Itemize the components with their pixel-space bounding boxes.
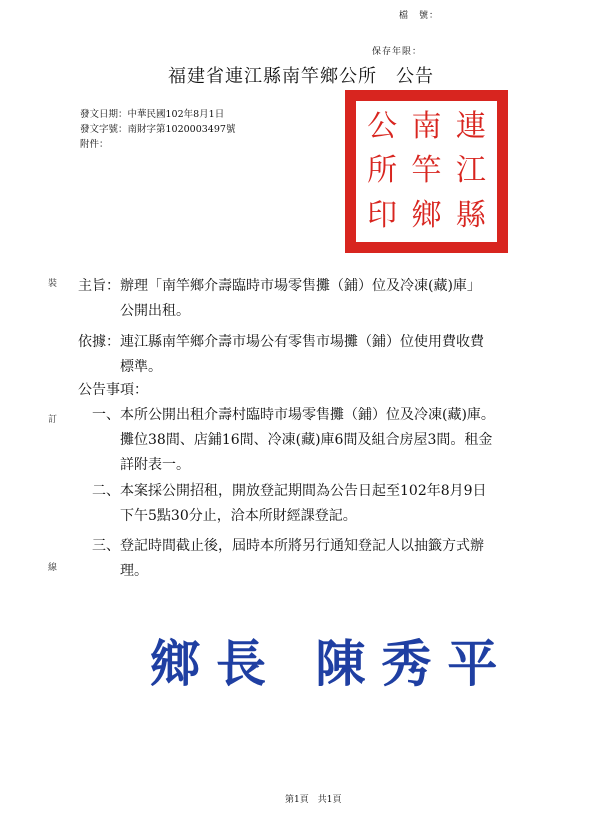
file-number-label: 檔 號： bbox=[399, 11, 440, 21]
notice-item-1-line-1: 本所公開出租介壽村臨時市場零售攤（鋪）位及冷凍(藏)庫。 bbox=[120, 407, 495, 423]
seal-column bbox=[411, 105, 441, 238]
seal-glyph: 縣 bbox=[455, 197, 486, 233]
notice-item-1-line-3: 詳附表一。 bbox=[120, 457, 190, 473]
seal-glyph: 公 bbox=[367, 109, 398, 145]
notice-item-3-line-2: 理。 bbox=[120, 563, 148, 579]
issue-date: 發文日期：中華民國102年8月1日 bbox=[80, 109, 225, 120]
seal-column bbox=[456, 105, 486, 238]
official-seal bbox=[345, 90, 508, 253]
seal-column bbox=[367, 105, 397, 238]
seal-glyph: 印 bbox=[367, 197, 398, 233]
seal-glyph: 南 bbox=[411, 109, 442, 145]
notice-item-2-line-1: 本案採公開招租，開放登記期間為公告日起至102年8月9日 bbox=[120, 483, 487, 499]
basis-label: 依據： bbox=[78, 334, 120, 350]
basis-line-1: 連江縣南竿鄉介壽市場公有零售市場攤（鋪）位使用費收費 bbox=[120, 334, 484, 350]
notice-item-1-number: 一、 bbox=[92, 407, 120, 423]
notice-item-3-number: 三、 bbox=[92, 538, 120, 554]
seal-glyph: 所 bbox=[367, 153, 398, 189]
margin-mark-staple: 訂 bbox=[48, 415, 58, 425]
notice-item-3-line-1: 登記時間截止後，屆時本所將另行通知登記人以抽籤方式辦 bbox=[120, 538, 484, 554]
notice-item-1-line-2: 攤位38間、店鋪16間、冷凍(藏)庫6間及組合房屋3間。租金 bbox=[120, 432, 493, 448]
notice-item-2-line-2: 下午5點30分止，洽本所財經課登記。 bbox=[120, 508, 357, 524]
subject-label: 主旨： bbox=[78, 278, 120, 294]
basis-line-2: 標準。 bbox=[120, 359, 162, 375]
notice-item-2-number: 二、 bbox=[92, 483, 120, 499]
official-seal-inner bbox=[354, 99, 499, 244]
subject-line-2: 公開出租。 bbox=[120, 303, 190, 319]
retention-label: 保存年限： bbox=[372, 47, 423, 57]
margin-mark-bind: 裝 bbox=[48, 279, 58, 289]
attachment-label: 附件： bbox=[80, 139, 109, 150]
seal-glyph: 江 bbox=[455, 153, 486, 189]
page-number: 第1頁 共1頁 bbox=[285, 795, 342, 805]
margin-mark-line: 線 bbox=[48, 563, 58, 573]
mayor-signature: 鄉長 陳秀平 bbox=[150, 635, 514, 693]
subject-line-1: 辦理「南竿鄉介壽臨時市場零售攤（鋪）位及冷凍(藏)庫」 bbox=[120, 278, 481, 294]
document-number: 發文字號：南財字第1020003497號 bbox=[80, 124, 236, 135]
seal-glyph: 鄉 bbox=[411, 197, 442, 233]
notice-heading: 公告事項： bbox=[78, 382, 148, 398]
seal-glyph: 竿 bbox=[411, 153, 442, 189]
seal-glyph: 連 bbox=[455, 109, 486, 145]
page-title: 福建省連江縣南竿鄉公所 公告 bbox=[168, 66, 434, 87]
